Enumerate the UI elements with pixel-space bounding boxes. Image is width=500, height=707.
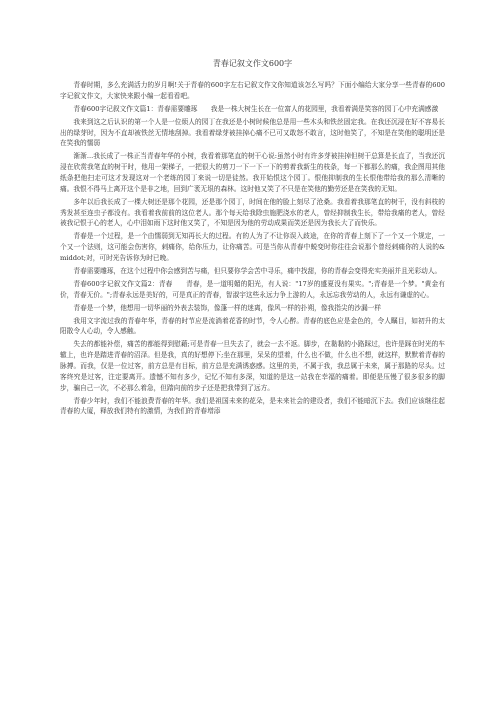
paragraph-7: 青春需要雕琢，在这个过程中你会感到苦与痛，但只要你学会苦中寻乐，痛中找甜，你的青春会变得充实美丽并且光彩动人。 xyxy=(73,266,442,275)
paragraph-3: 我来到这之后认识的第一个人是一位烦人的园丁在我还是小树时候他总是用一些木头和铁丝固定我。在我还沉浸在好不容易长出的绿芽时，因为不直却被铁丝无情地刮掉。我看着绿芽被挂掉心痛不已可又敢怒不敢言，这时他笑了，不知是在笑他的聪明还是在笑我的懦弱 xyxy=(60,117,445,148)
paragraph-9: 青春是一个梦，他想用一切华丽的外表去装饰，像蓬一样的迷离，像风一样的扑朔，像我指尖的沙漏一样 xyxy=(73,303,382,312)
paragraph-4: 渐渐...我长成了一株正当青春年华的小树，我看着那笔直的树干心说:虽然小时有许多芽被挂掉但树干总算是长直了，当我还沉浸在欣赏我笔直的树干时，他用一架梯子，一把很大的剪刀一下一下一下的剪着我新生的枝条，每一下都那么的痛，我企图用其他纸条把他扫走可这才发现这对一个老练的园丁来说一切是徒然。我开始恨这个园丁。恨他抑制我的生长恨他带给我的那么清晰的痛。我恨不得马上离开这个是非之地，回到广袤无垠的森林。这时他又笑了不只是在笑他的勤劳还是在笑我的无知。 xyxy=(60,152,445,193)
paragraph-1: 青春时期，多么充满活力的岁月啊!关于青春的600字左右记叙文作文你知道该怎么写吗？下面小编给大家分享一些青春的600字记叙文作文，大家快来跟小编一起看看吧。 xyxy=(60,81,445,100)
document-title: 青春记叙文作文600字 xyxy=(212,59,293,68)
paragraph-5: 多年以后我长成了一棵大树还是那个花园，还是那个园丁，时间在他的脸上刻尽了沧桑。我看着我那笔直的树干，没有斜枝的秀发甚至连虫子都没有。我看着我前前的这位老人。那个每天给我除虫施肥浇水的老人，曾经抑制我生长，带给我痛的老人，曾经被我记恨于心的老人，心中泪如雨下这时他又笑了，不知是因为他的劳动成果而笑还是因为我长大了而快乐。 xyxy=(60,197,445,228)
paragraph-6: 青春是一个过程，是一个由懦弱到无知再长大的过程。有的人为了不让你误入歧途，在你的青春上刻下了一个又一个规定，一个又一个法则，这可能会伤害你，刺痛你，给你压力，让你痛苦。可是当你从青春中蜕变时你往往会说那个曾经刺痛你的人说的&middot;对，可时光告诉你为时已晚。 xyxy=(60,232,445,262)
paragraph-8: 青春600字记叙文作文篇2：青春 青春，是一道明媚的阳光，有人说："17岁的盛夏没有果实。";青春是一个梦。"黄金有价，青春无价。";青春永远是美好的，可是真正的青春，智淑宇这些永远力争上游的人，永远忘我劳动的人，永远有谦虚的心。 xyxy=(60,279,445,299)
paragraph-11: 失去的都能补偿，痛苦的都能得到慰藉;可是青春一旦失去了，就会一去不返。脚步，在黏黏的小路踩过，也许是踩在时光的车辙上，也许是踏进青春的沼泽。但是我，真的好想停下;坐在那里，呆呆的望着，什么也不做，什么也不想，就这样，默默着青春的脉搏。而我，仅是一位过客，前方总是有目标，前方总是充满诱惑感。这里的美，不属于我，我总属于未来，属于那路的尽头。过客终究是过客，注定要离开。遗憾不知有多少，记忆不知有多深，知道的是这一站我在幸福的痛着。即便是压慢了很多很多的脚步，骗自己一次，不必那么着急，但踏向前的步子还是把我带到了远方。 xyxy=(60,340,445,392)
paragraph-10: 我用文字流过我的青春年华，青春的时节应是流淌着花香的时节，令人心醉。青春的底色应是金色的，令人瞩目，如初升的太阳散令人心动，令人感触。 xyxy=(60,316,445,336)
paragraph-2: 青春600字记叙文作文篇1：青春需要雕琢 我是一株大树生长在一位富人的花园里，我看着满是笑容的园丁心中充满感激 xyxy=(73,104,439,113)
paragraph-12: 青春少年时，我们不能浪费青春的年华。我们是祖国未来的花朵，是未来社会的建设者，我们不能暗沉下去。我们应该继往起青春的大厦，释放我们特有的激情，为我们的青春增添 xyxy=(60,396,445,416)
